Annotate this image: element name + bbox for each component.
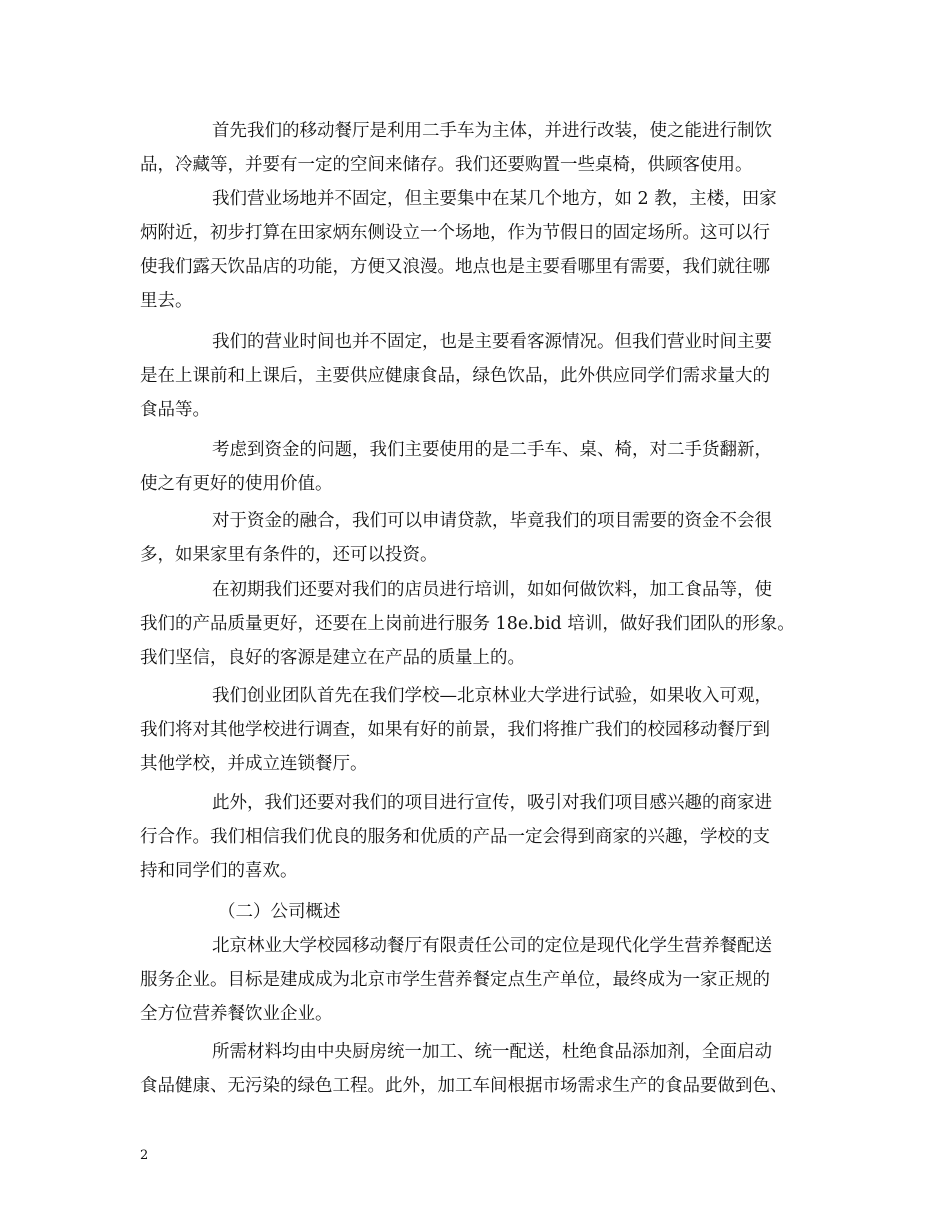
section-heading: （二）公司概述 [218,902,341,922]
paragraph [140,182,820,318]
text-line: 使之有更好的使用价值。 [140,474,333,494]
text-line: 是在上课前和上课后，主要供应健康食品，绿色饮品，此外供应同学们需求量大的 [140,366,770,386]
paragraph [140,573,820,675]
text-line: 对于资金的融合，我们可以申请贷款，毕竟我们的项目需要的资金不会很 [212,511,772,531]
text-line: 我们创业团队首先在我们学校—北京林业大学进行试验，如果收入可观， [212,686,772,706]
text-line: 我们将对其他学校进行调查，如果有好的前景，我们将推广我们的校园移动餐厅到 [140,720,770,740]
paragraph [140,786,820,888]
text-line: 炳附近，初步打算在田家炳东侧设立一个场地，作为节假日的固定场所。这可以行 [140,223,770,243]
text-line: 服务企业。目标是建成成为北京市学生营养餐定点生产单位，最终成为一家正规的 [140,970,770,990]
paragraph [140,1035,820,1103]
text-line: 多，如果家里有条件的，还可以投资。 [140,545,438,565]
paragraph [140,325,820,427]
text-line: 品，冷藏等，并要有一定的空间来储存。我们还要购置一些桌椅，供顾客使用。 [140,155,753,175]
paragraph [140,679,820,781]
text-line: 使我们露天饮品店的功能，方便又浪漫。地点也是主要看哪里有需要，我们就往哪 [140,257,770,277]
page-number: 2 [140,1148,149,1163]
text-line: 我们的营业时间也并不固定，也是主要看客源情况。但我们营业时间主要 [212,332,772,352]
text-line: 在初期我们还要对我们的店员进行培训，如如何做饮料，加工食品等，使 [212,580,772,600]
text-line: 此外，我们还要对我们的项目进行宣传，吸引对我们项目感兴趣的商家进 [212,793,772,813]
text-line: 北京林业大学校园移动餐厅有限责任公司的定位是现代化学生营养餐配送 [212,936,772,956]
text-line: 其他学校，并成立连锁餐厅。 [140,754,368,774]
paragraph [140,504,820,572]
text-line: 考虑到资金的问题，我们主要使用的是二手车、桌、椅，对二手货翻新， [212,440,772,460]
text-line: 所需材料均由中央厨房统一加工、统一配送，杜绝食品添加剂，全面启动 [212,1042,772,1062]
paragraph [140,114,820,182]
text-line: 行合作。我们相信我们优良的服务和优质的产品一定会得到商家的兴趣，学校的支 [140,827,770,847]
paragraph [140,433,820,501]
text-line: 持和同学们的喜欢。 [140,861,298,881]
text-line: 食品等。 [140,400,210,420]
paragraph [140,929,820,1031]
text-line: 全方位营养餐饮业企业。 [140,1004,333,1024]
text-line: 里去。 [140,291,193,311]
text-line: 食品健康、无污染的绿色工程。此外，加工车间根据市场需求生产的食品要做到色、 [140,1076,788,1096]
text-line: 首先我们的移动餐厅是利用二手车为主体，并进行改装，使之能进行制饮 [212,121,772,141]
text-line: 我们的产品质量更好，还要在上岗前进行服务 18e.bid 培训，做好我们团队的形象。 [140,614,795,634]
text-line: 我们营业场地并不固定，但主要集中在某几个地方，如 2 教，主楼，田家 [212,189,777,209]
text-line: 我们坚信，良好的客源是建立在产品的质量上的。 [140,648,525,668]
